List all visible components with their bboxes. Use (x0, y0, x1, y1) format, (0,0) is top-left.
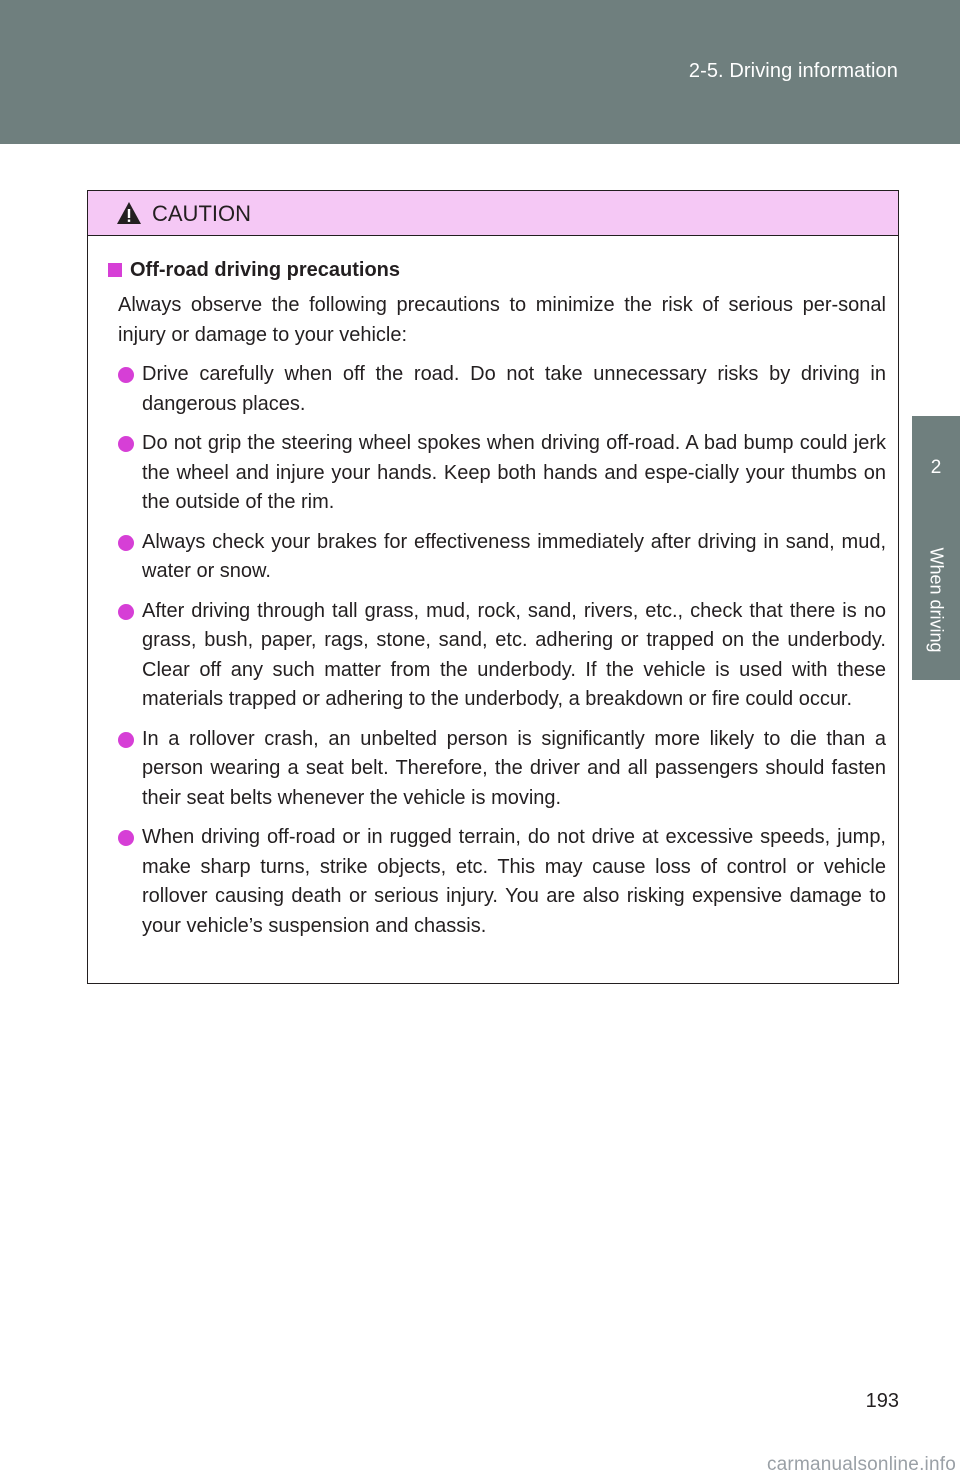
list-item-text: In a rollover crash, an unbelted person is significantly more likely to die than a person wearing a seat belt. Therefore, the driver and all passengers should fasten their seat belts whenever the vehicle is moving. (142, 727, 886, 809)
bullet-dot-icon (118, 604, 134, 620)
list-item-text: When driving off-road or in rugged terrain, do not drive at excessive speeds, jump, make sharp turns, strike objects, etc. This may cause loss of control or vehicle rollover causing death or serious injury. You are also risking expensive damage to your vehicle’s suspension and chassis. (142, 826, 886, 937)
list-item-text: Drive carefully when off the road. Do not take unnecessary risks by driving in dangerous places. (142, 363, 886, 415)
chapter-label-text: When driving (926, 547, 947, 653)
caution-title: CAUTION (152, 201, 251, 226)
chapter-tab-number: 2 (912, 416, 960, 520)
list-item (118, 360, 886, 419)
bullet-dot-icon (118, 535, 134, 551)
list-item (118, 597, 886, 715)
section-title: 2-5. Driving information (688, 60, 898, 82)
page-number: 193 (865, 1390, 899, 1412)
bullet-dot-icon (118, 830, 134, 846)
list-item (118, 429, 886, 518)
subheading-text: Off-road driving precautions (130, 259, 401, 281)
caution-body (88, 236, 898, 941)
list-item (118, 528, 886, 587)
square-bullet-icon (108, 263, 122, 277)
list-item-text: Do not grip the steering wheel spokes when driving off-road. A bad bump could jerk the wheel and injure your hands. Keep both hands and espe-cially your thumbs on the outside of the rim. (142, 432, 886, 513)
list-item-text: Always check your brakes for effectiveness immediately after driving in sand, mud, water or snow. (142, 530, 886, 582)
chapter-tab-label (912, 520, 960, 680)
bullet-dot-icon (118, 436, 134, 452)
bullet-dot-icon (118, 367, 134, 383)
list-item-text: After driving through tall grass, mud, rock, sand, rivers, etc., check that there is no grass, bush, paper, rags, stone, sand, etc. adhering or trapped on the underbody. Clear off any such matter from the underbody. If the vehicle is used with these materials trapped or adhering to the underbody, a breakdown or fire could occur. (142, 599, 886, 710)
list-item (118, 725, 886, 814)
caution-header (88, 191, 898, 236)
caution-box (87, 190, 899, 984)
watermark: carmanualsonline.info (766, 1454, 956, 1475)
caution-subheading (108, 256, 886, 285)
caution-intro: Always observe the following precautions to minimize the risk of serious per-sonal injury or damage to your vehicle: (118, 294, 886, 346)
list-item (118, 823, 886, 941)
bullet-dot-icon (118, 732, 134, 748)
warning-triangle-icon (116, 201, 142, 225)
